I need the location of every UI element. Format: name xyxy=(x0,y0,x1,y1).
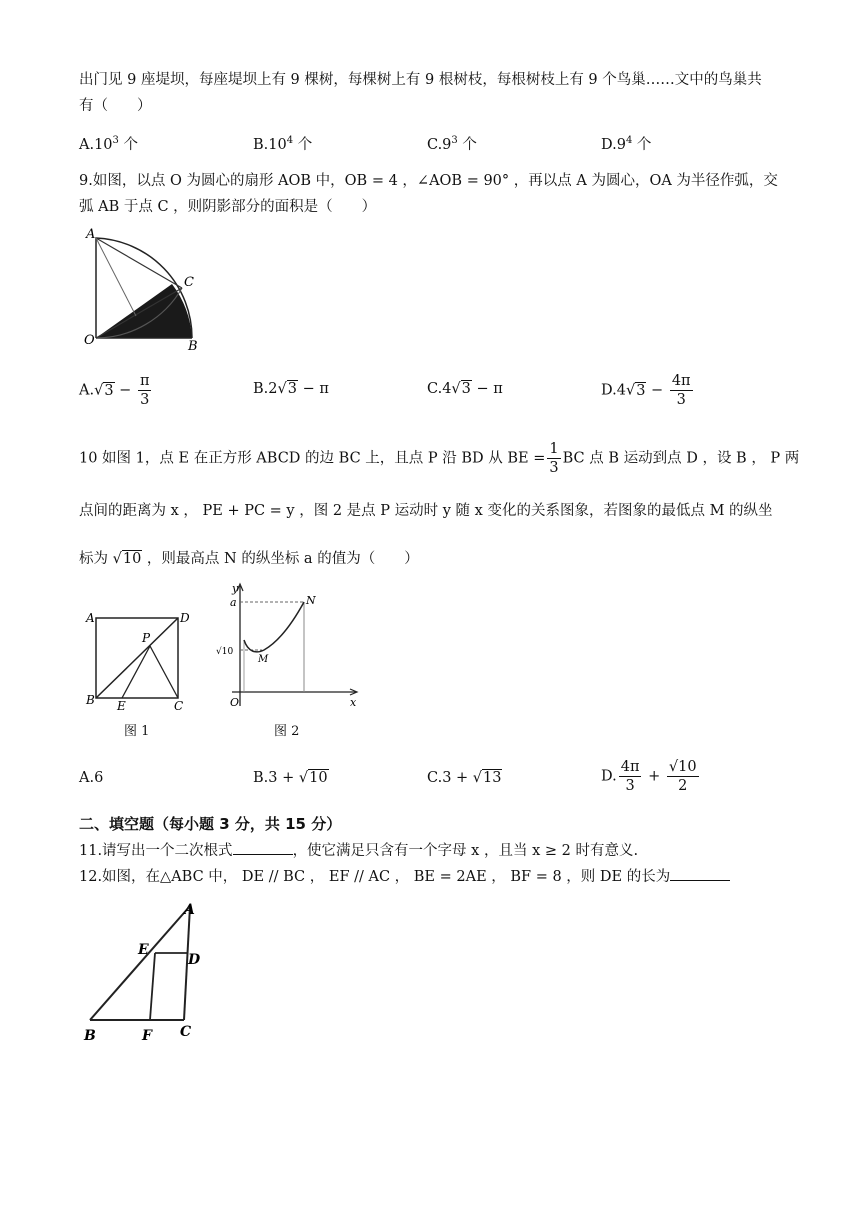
q11-answer-blank[interactable] xyxy=(233,840,293,855)
q10-option-d-fraction-1 xyxy=(619,758,642,795)
q9-option-d-radicand: 3 xyxy=(636,382,646,399)
q8-line2: 有（ ） xyxy=(79,98,152,114)
q8-option-c-base: C.9 xyxy=(427,137,452,153)
q9-option-b-coef: 2 xyxy=(268,381,278,397)
label-d: D xyxy=(180,611,190,625)
q10-figure1-square xyxy=(84,608,194,712)
q10-option-d-num1: 4π xyxy=(620,759,640,775)
q10-option-d-num2: √10 xyxy=(668,759,697,775)
q8-option-c-exp: 3 xyxy=(451,135,458,147)
q11-text-b: ，使它满足只含有一个字母 x ，且当 x ≥ 2 时有意义. xyxy=(292,843,639,859)
q8-option-d-unit: 个 xyxy=(632,137,652,153)
q8-option-c[interactable] xyxy=(427,133,477,154)
q10-option-b-pre: 3 + √ xyxy=(268,770,309,786)
label-b: B xyxy=(188,339,198,352)
q9-option-a-num: π xyxy=(139,373,150,389)
label-c: C xyxy=(184,275,194,290)
q8-option-b-unit: 个 xyxy=(293,137,313,153)
label-a: A xyxy=(86,227,96,242)
q8-option-a[interactable] xyxy=(79,133,138,154)
q10-option-b[interactable] xyxy=(253,770,329,786)
q11-text-a: 11.请写出一个二次根式 xyxy=(79,843,233,859)
q12-answer-blank[interactable] xyxy=(670,866,730,881)
label-origin: O xyxy=(230,696,240,709)
label-e: E xyxy=(117,699,126,712)
q10-figure2-caption: 图 2 xyxy=(274,724,300,739)
q10-line3-text-a: 标为 √ xyxy=(79,551,122,567)
label-d: D xyxy=(188,952,201,968)
q8-option-b-base: B.10 xyxy=(253,137,287,153)
q9-option-c-label: C. xyxy=(427,381,443,397)
q12-text-a: 12.如图，在△ABC 中， DE // BC ， EF // AC ， BE = 2AE ， BF = 8 ，则 DE 的长为 xyxy=(79,869,671,885)
q8-option-d-base: D.9 xyxy=(601,137,626,153)
q10-option-b-radicand: 10 xyxy=(309,770,328,786)
q10-line1-num: 1 xyxy=(549,441,559,457)
q10-option-a[interactable]: A.6 xyxy=(79,770,104,786)
q9-option-d-coef: 4 xyxy=(616,382,626,399)
label-a: A xyxy=(184,902,195,918)
q8-option-d[interactable] xyxy=(601,133,651,154)
q10-option-d-label: D. xyxy=(601,768,617,785)
q9-line1: 9.如图，以点 O 为圆心的扇形 AOB 中，OB = 4 ，∠AOB = 90° ，再以点 A 为圆心，OA 为半径作弧，交 xyxy=(79,173,778,189)
q9-option-b-label: B. xyxy=(253,381,269,397)
label-c: C xyxy=(174,699,184,712)
q9-option-b-radicand: 3 xyxy=(287,381,297,397)
q9-option-c-coef: 4 xyxy=(442,381,452,397)
q10-option-d-den1: 3 xyxy=(625,778,635,794)
q9-option-a-radicand: 3 xyxy=(104,382,114,399)
q8-option-c-unit: 个 xyxy=(457,137,477,153)
label-y: y xyxy=(232,582,239,595)
q9-option-c-radicand: 3 xyxy=(461,381,471,397)
q10-line1-den: 3 xyxy=(549,460,559,476)
segment-ef xyxy=(150,953,155,1020)
q10-line3-radicand: 10 xyxy=(122,551,142,567)
label-f: F xyxy=(142,1028,152,1044)
q9-option-d-minus: − xyxy=(646,382,668,399)
q9-option-b[interactable]: B.2√3 − π xyxy=(253,381,329,397)
q9-option-a-minus: − xyxy=(114,382,136,399)
label-p: P xyxy=(142,631,151,645)
segment-pe xyxy=(122,646,150,698)
q10-option-c-radicand: 13 xyxy=(483,770,502,786)
q10-line1 xyxy=(79,440,799,477)
q12-line xyxy=(79,866,730,887)
q10-option-d-plus: + xyxy=(643,768,665,785)
q10-option-d-den2: 2 xyxy=(678,778,688,794)
segment-pc xyxy=(150,646,178,698)
label-b: B xyxy=(86,693,95,707)
q8-line1: 出门见 9 座堤坝，每座堤坝上有 9 棵树，每棵树上有 9 根树枝，每根树枝上有 9 个鸟巢……文中的鸟巢共 xyxy=(79,72,762,88)
label-c: C xyxy=(180,1024,192,1040)
q9-line2: 弧 AB 于点 C ，则阴影部分的面积是（ ） xyxy=(79,199,377,215)
q8-option-d-exp: 4 xyxy=(625,135,633,147)
q9-option-b-tail: − π xyxy=(297,381,329,397)
label-o: O xyxy=(84,333,95,348)
q9-option-c[interactable]: C.4√3 − π xyxy=(427,381,503,397)
q12-triangle-figure xyxy=(80,898,210,1044)
q9-option-d[interactable]: D.4√3 − $\frac{4\pi}{3}$ xyxy=(601,373,691,408)
q10-option-d[interactable] xyxy=(601,758,701,795)
q9-option-c-tail: − π xyxy=(471,381,503,397)
q9-option-d-label: D. xyxy=(601,382,617,399)
q10-line3 xyxy=(79,549,419,569)
label-a-value: a xyxy=(230,596,237,609)
side-ab xyxy=(90,906,190,1020)
section2-heading: 二、填空题（每小题 3 分，共 15 分） xyxy=(79,815,342,833)
q10-line1-text-b: BC 点 B 运动到点 D ，设 B ， P 两 xyxy=(562,450,800,467)
q9-option-d-num: 4π xyxy=(671,373,691,389)
q8-option-a-unit: 个 xyxy=(118,137,139,153)
label-sqrt10: √10 xyxy=(216,647,234,657)
q10-line1-fraction xyxy=(547,440,560,477)
q10-option-c-pre: 3 + √ xyxy=(442,770,483,786)
curve-y-of-x xyxy=(244,602,304,652)
q9-option-a-den: 3 xyxy=(140,392,150,408)
q9-sector-figure xyxy=(84,226,214,352)
q10-figure1-caption: 图 1 xyxy=(124,724,150,739)
q9-option-d-den: 3 xyxy=(676,392,686,408)
q8-option-b[interactable] xyxy=(253,133,312,154)
q8-option-a-exp: 3 xyxy=(112,135,119,147)
q11-line xyxy=(79,840,638,861)
label-x: x xyxy=(350,696,357,709)
q10-option-c[interactable] xyxy=(427,770,502,786)
label-e: E xyxy=(138,942,149,958)
q9-option-a-label: A. xyxy=(79,382,95,399)
q10-line3-text-b: ，则最高点 N 的纵坐标 a 的值为（ ） xyxy=(142,551,419,567)
diagonal-bd xyxy=(96,618,178,698)
q10-line2: 点间的距离为 x ， PE + PC = y ，图 2 是点 P 运动时 y 随 x 变化的关系图象，若图象的最低点 M 的纵坐 xyxy=(79,503,773,519)
q10-option-c-label: C. xyxy=(427,770,443,786)
q10-line1-text-a: 10 如图 1，点 E 在正方形 ABCD 的边 BC 上，且点 P 沿 BD 从 BE = xyxy=(79,450,546,467)
label-n: N xyxy=(306,594,316,607)
q10-figure2-graph xyxy=(212,580,362,712)
q8-option-a-base: A.10 xyxy=(79,137,113,153)
q9-option-d-fraction xyxy=(670,372,693,409)
q10-option-b-label: B. xyxy=(253,770,269,786)
label-b: B xyxy=(84,1028,96,1044)
q9-option-a-fraction xyxy=(138,372,152,409)
q9-option-a[interactable]: A.√3 − $\frac{\pi}{3}$ xyxy=(79,373,150,408)
q8-option-b-exp: 4 xyxy=(286,135,294,147)
label-m: M xyxy=(258,654,269,665)
label-a: A xyxy=(86,611,95,625)
q10-option-d-fraction-2 xyxy=(667,758,699,795)
